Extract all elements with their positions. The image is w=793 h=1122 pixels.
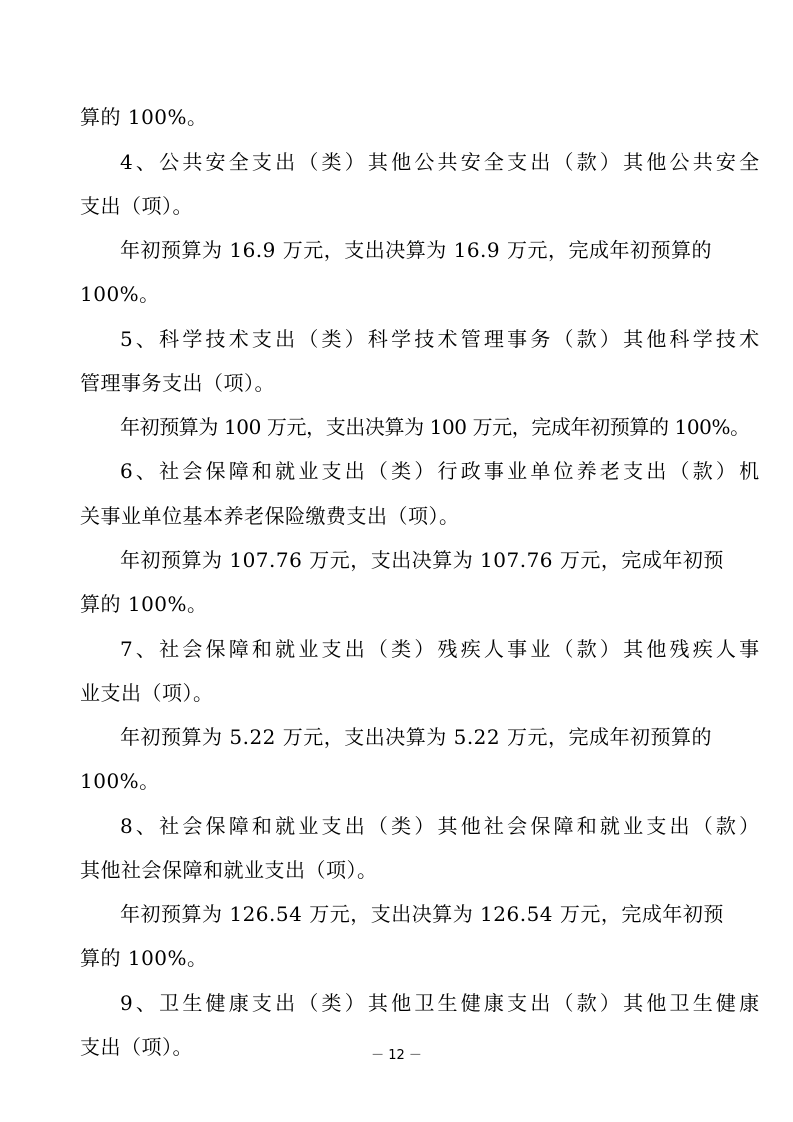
paragraph-line: 业支出（项）。 [80, 681, 214, 705]
paragraph-line: 年初预算为 107.76 万元，支出决算为 107.76 万元，完成年初预 [120, 548, 724, 572]
section-heading-9: 9、卫生健康支出（类）其他卫生健康支出（款）其他卫生健康 [120, 991, 763, 1015]
paragraph-line: 年初预算为 100 万元，支出决算为 100 万元，完成年初预算的 100%。 [120, 415, 750, 439]
paragraph-line: 其他社会保障和就业支出（项）。 [80, 858, 378, 882]
section-heading-7: 7、社会保障和就业支出（类）残疾人事业（款）其他残疾人事 [120, 637, 763, 661]
paragraph-line: 年初预算为 16.9 万元，支出决算为 16.9 万元，完成年初预算的 [120, 238, 712, 262]
paragraph-line: 支出（项）。 [80, 1035, 193, 1059]
paragraph-line: 关事业单位基本养老保险缴费支出（项）。 [80, 504, 460, 528]
paragraph-line: 支出（项）。 [80, 194, 193, 218]
paragraph-line: 算的 100%。 [80, 592, 208, 616]
section-heading-6: 6、社会保障和就业支出（类）行政事业单位养老支出（款）机 [120, 459, 763, 483]
paragraph-line: 算的 100%。 [80, 105, 208, 129]
page-number: － 12 － [371, 1048, 422, 1063]
section-heading-8: 8、社会保障和就业支出（类）其他社会保障和就业支出（款） [120, 814, 763, 838]
paragraph-line: 年初预算为 5.22 万元，支出决算为 5.22 万元，完成年初预算的 [120, 725, 712, 749]
paragraph-line: 100%。 [80, 769, 160, 793]
section-heading-5: 5、科学技术支出（类）科学技术管理事务（款）其他科学技术 [120, 327, 763, 351]
section-heading-4: 4、公共安全支出（类）其他公共安全支出（款）其他公共安全 [120, 150, 763, 174]
paragraph-line: 管理事务支出（项）。 [80, 371, 275, 395]
paragraph-line: 年初预算为 126.54 万元，支出决算为 126.54 万元，完成年初预 [120, 902, 724, 926]
paragraph-line: 100%。 [80, 282, 160, 306]
paragraph-line: 算的 100%。 [80, 946, 208, 970]
